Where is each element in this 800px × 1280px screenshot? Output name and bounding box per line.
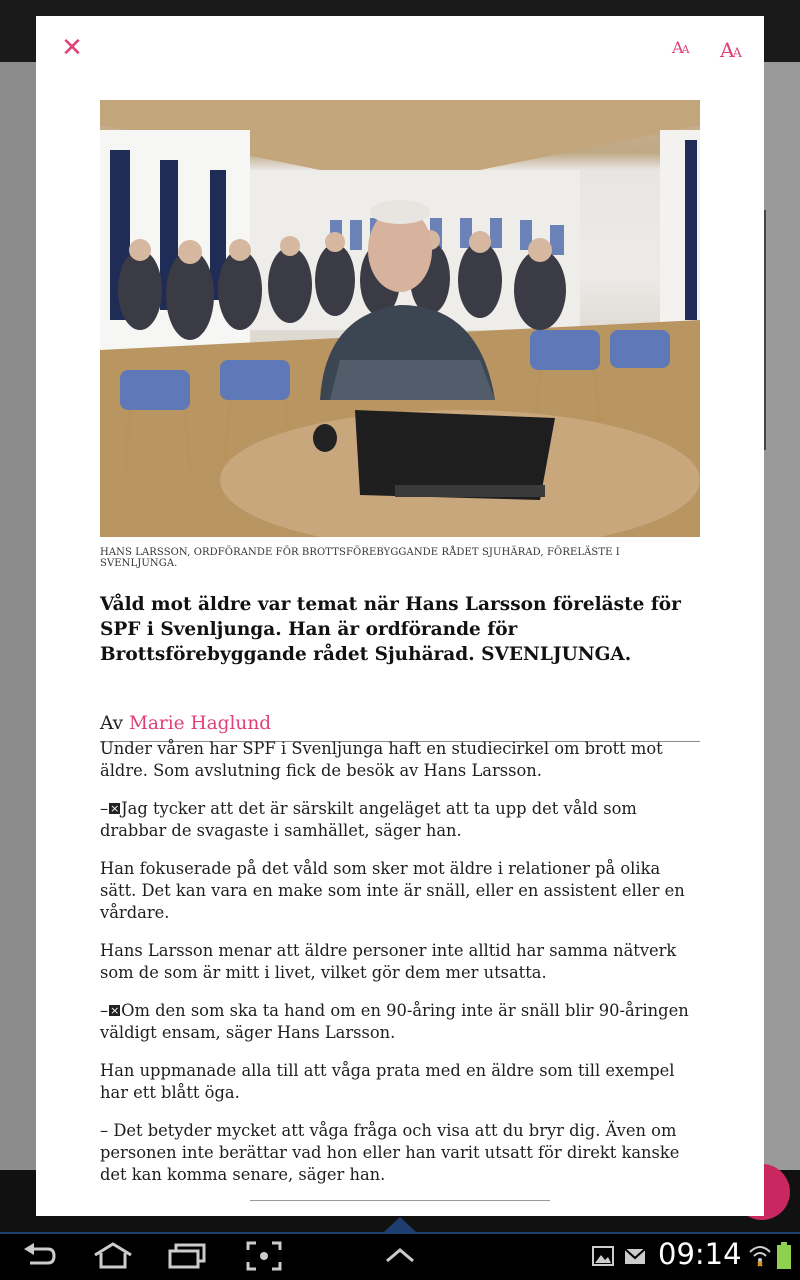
paragraph-text: Om den som ska ta hand om en 90-åring inte är snäll blir 90-åringen väldigt ensam, säger Hans Larsson. (100, 1001, 689, 1042)
home-icon[interactable] (92, 1241, 134, 1271)
paragraph-text: Under våren har SPF i Svenljunga haft en studiecirkel om brott mot äldre. Som avslutning fick de besök av Hans Larsson. (100, 739, 663, 780)
nav-handle[interactable] (384, 1217, 416, 1232)
missing-glyph-icon (109, 803, 120, 814)
paragraph-text: – Det betyder mycket att våga fråga och visa att du bryr dig. Även om personen inte berättar vad hon eller han varit utsatt för direkt kanske det kan komma senare, säger han. (100, 1121, 680, 1184)
paragraph (100, 1120, 700, 1186)
close-button[interactable]: ✕ (61, 33, 83, 63)
end-divider (250, 1200, 550, 1201)
back-icon[interactable] (22, 1241, 56, 1271)
article-modal (36, 16, 764, 1216)
photo-caption: HANS LARSSON, ORDFÖRANDE FÖR BROTTSFÖREBYGGANDE RÅDET SJUHÄRAD, FÖRELÄSTE I SVENLJUNGA. (100, 547, 620, 569)
status-clock: 09:14 (658, 1237, 742, 1271)
font-small-icon: A (672, 38, 684, 57)
battery-icon (776, 1242, 792, 1274)
screenshot-icon[interactable] (246, 1241, 282, 1271)
author-link[interactable]: Marie Haglund (128, 713, 272, 734)
recent-apps-icon[interactable] (168, 1241, 206, 1271)
missing-glyph-icon (109, 1005, 120, 1016)
paragraph (100, 858, 700, 924)
increase-font-button[interactable] (720, 38, 742, 64)
dash: – (100, 799, 109, 818)
paragraph-text: Han uppmanade alla till att våga prata med en äldre som till exempel har ett blått öga. (100, 1061, 675, 1102)
backdrop-page-edge (764, 62, 800, 1170)
paragraph-text: Jag tycker att det är särskilt angeläget att ta upp det våld som drabbar de svagaste i samhället, säger han. (100, 799, 637, 840)
wifi-icon (748, 1242, 772, 1272)
font-large-icon-minor: A (732, 46, 742, 61)
mail-icon (624, 1246, 646, 1270)
font-small-icon-minor: A (681, 43, 690, 56)
article-photo[interactable] (100, 100, 700, 537)
paragraph (100, 798, 700, 842)
byline-prefix: Av (100, 713, 124, 734)
decrease-font-button[interactable] (672, 38, 690, 64)
article-body (100, 738, 700, 1202)
paragraph (100, 738, 700, 782)
paragraph (100, 1000, 700, 1044)
gallery-icon (592, 1246, 614, 1270)
chevron-up-icon[interactable] (384, 1241, 416, 1271)
paragraph (100, 940, 700, 984)
paragraph (100, 1060, 700, 1104)
font-large-icon: A (720, 38, 735, 62)
paragraph-text: Han fokuserade på det våld som sker mot äldre i relationer på olika sätt. Det kan vara en make som inte är snäll, eller en assistent eller en vårdare. (100, 859, 685, 922)
dash: – (100, 1001, 109, 1020)
article-lead: Våld mot äldre var temat när Hans Larsson föreläste för SPF i Svenljunga. Han är ordförande för Brottsförebyggande rådet Sjuhärad. SVENLJUNGA. (100, 594, 681, 665)
paragraph-text: Hans Larsson menar att äldre personer inte alltid har samma nätverk som de som är mitt i livet, vilket gör dem mer utsatta. (100, 941, 677, 982)
